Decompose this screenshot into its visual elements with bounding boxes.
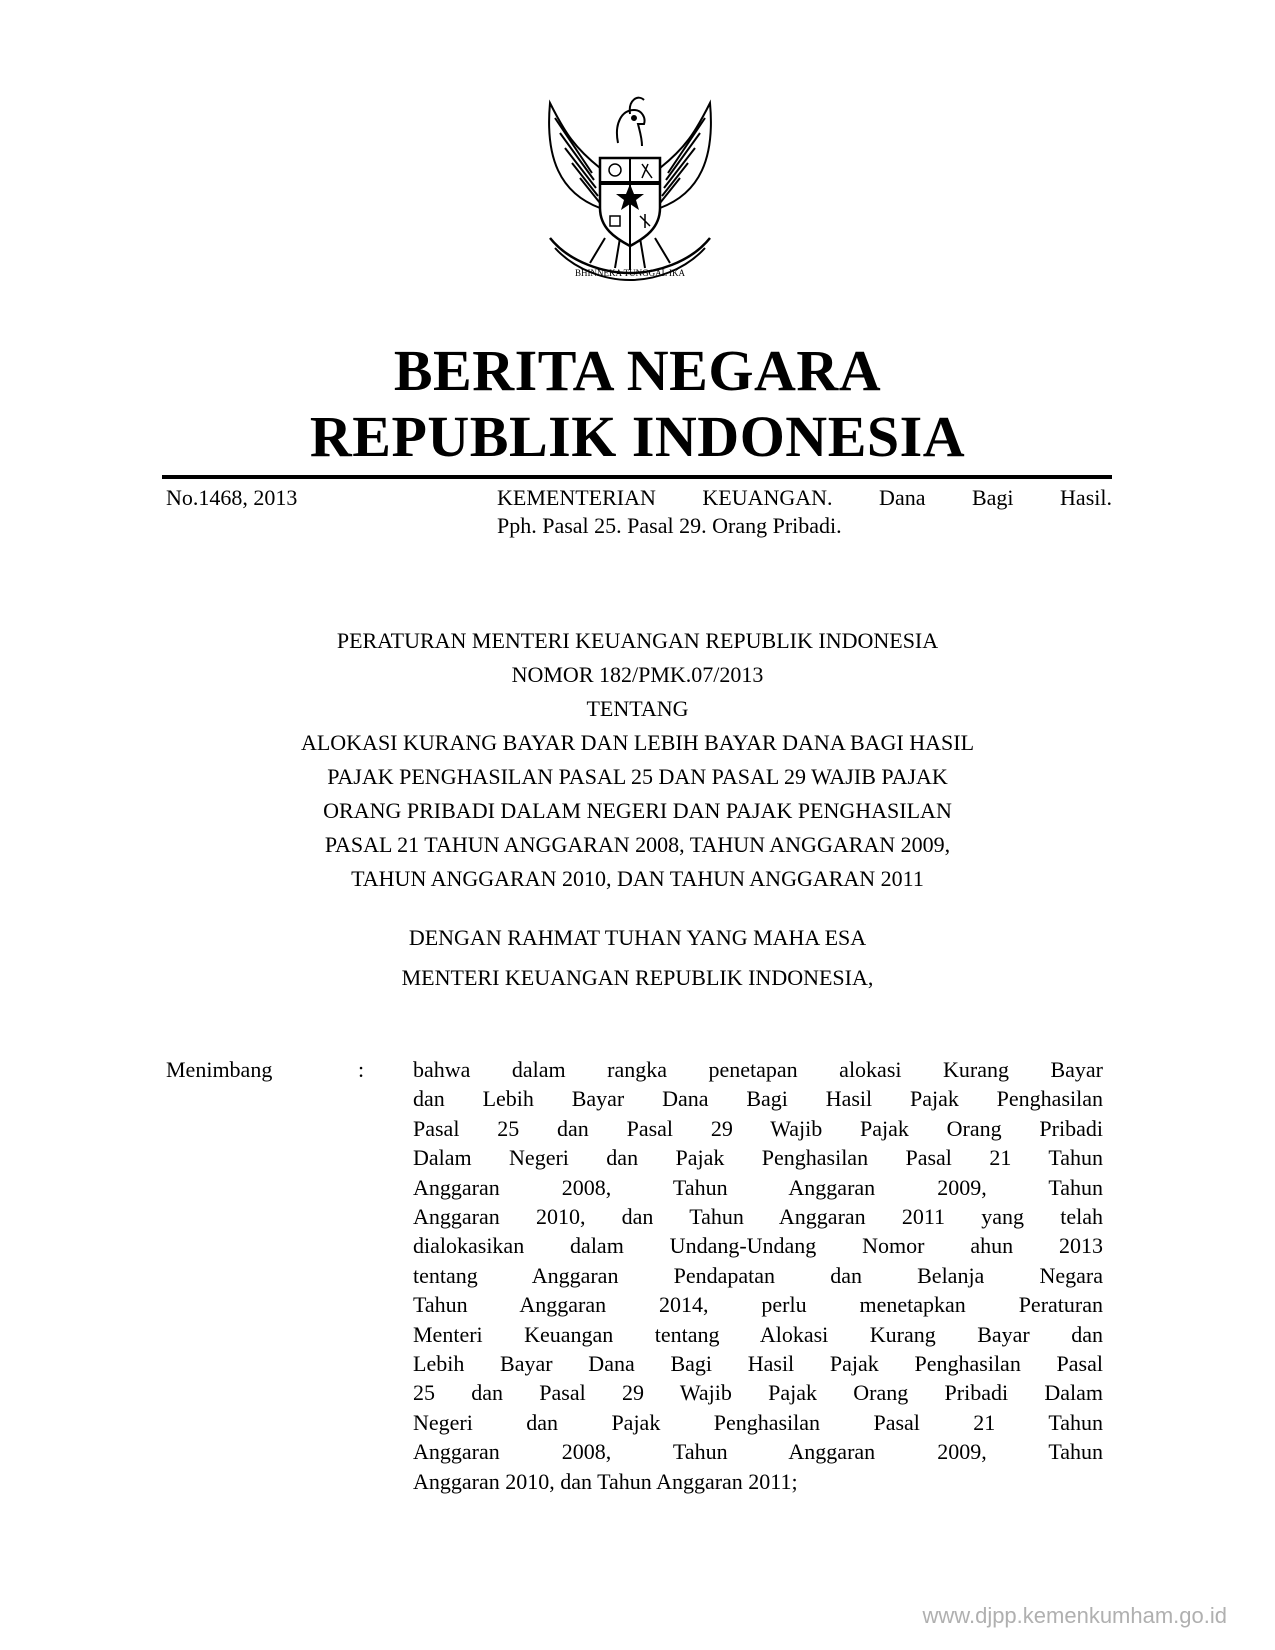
considering-line: bahwa dalam rangka penetapan alokasi Kurang Bayar: [413, 1057, 1103, 1082]
gazette-number: No.1468, 2013: [166, 485, 298, 510]
masthead-line1: BERITA NEGARA: [393, 338, 882, 403]
svg-text:BHINNEKA TUNGGAL IKA: BHINNEKA TUNGGAL IKA: [575, 268, 685, 278]
considering-colon: :: [358, 1057, 365, 1082]
considering-line: dan Lebih Bayar Dana Bagi Hasil Pajak Penghasilan: [413, 1086, 1103, 1112]
gazette-subject-line: Pph. Pasal 25. Pasal 29. Orang Pribadi.: [497, 513, 842, 538]
regulation-subject-line: TAHUN ANGGARAN 2010, DAN TAHUN ANGGARAN 2011: [351, 866, 924, 891]
considering-line: Pasal 25 dan Pasal 29 Wajib Pajak Orang Pribadi: [413, 1115, 1103, 1141]
garuda-emblem-icon: [530, 88, 730, 286]
considering-line: Menteri Keuangan tentang Alokasi Kurang Bayar dan: [413, 1321, 1103, 1347]
regulation-subject-line: ALOKASI KURANG BAYAR DAN LEBIH BAYAR DANA BAGI HASIL: [300, 730, 975, 755]
considering-line: Tahun Anggaran 2014, perlu menetapkan Peraturan: [413, 1292, 1103, 1318]
considering-line: Anggaran 2008, Tahun Anggaran 2009, Tahun: [413, 1439, 1103, 1465]
opening-line: DENGAN RAHMAT TUHAN YANG MAHA ESA: [408, 925, 867, 950]
regulation-about: TENTANG: [586, 696, 689, 721]
considering-line: Anggaran 2008, Tahun Anggaran 2009, Tahun: [413, 1174, 1103, 1200]
gazette-subject-line: KEMENTERIAN KEUANGAN. Dana Bagi Hasil.: [497, 485, 1112, 510]
considering-line: Negeri dan Pajak Penghasilan Pasal 21 Tahun: [413, 1409, 1103, 1435]
source-watermark: www.djpp.kemenkumham.go.id: [922, 1603, 1227, 1628]
considering-line: tentang Anggaran Pendapatan dan Belanja Negara: [413, 1262, 1103, 1288]
opening-clause: [0, 918, 1275, 998]
masthead: [0, 338, 1275, 470]
considering-line: Anggaran 2010, dan Tahun Anggaran 2011;: [413, 1468, 798, 1494]
considering-line: Lebih Bayar Dana Bagi Hasil Pajak Penghasilan Pasal: [413, 1351, 1103, 1377]
regulation-heading: [0, 624, 1275, 896]
regulation-subject-line: PASAL 21 TAHUN ANGGARAN 2008, TAHUN ANGGARAN 2009,: [324, 832, 951, 857]
regulation-subject-line: PAJAK PENGHASILAN PASAL 25 DAN PASAL 29 WAJIB PAJAK: [327, 764, 948, 789]
considering-line: 25 dan Pasal 29 Wajib Pajak Orang Pribadi Dalam: [413, 1380, 1103, 1406]
gazette-subject: [497, 484, 1112, 540]
masthead-line2: REPUBLIK INDONESIA: [309, 404, 966, 469]
considering-line: Dalam Negeri dan Pajak Penghasilan Pasal 21 Tahun: [413, 1145, 1103, 1171]
regulation-number: NOMOR 182/PMK.07/2013: [511, 662, 764, 687]
considering-text: [413, 1055, 1103, 1496]
regulation-subject-line: ORANG PRIBADI DALAM NEGERI DAN PAJAK PENGHASILAN: [323, 798, 952, 823]
regulation-title: PERATURAN MENTERI KEUANGAN REPUBLIK INDONESIA: [336, 628, 939, 653]
masthead-divider: [162, 475, 1112, 479]
opening-line: MENTERI KEUANGAN REPUBLIK INDONESIA,: [401, 965, 874, 990]
considering-label: Menimbang: [166, 1057, 273, 1082]
considering-line: Anggaran 2010, dan Tahun Anggaran 2011 yang telah: [413, 1204, 1103, 1230]
considering-line: dialokasikan dalam Undang-Undang Nomor ahun 2013: [413, 1233, 1103, 1259]
